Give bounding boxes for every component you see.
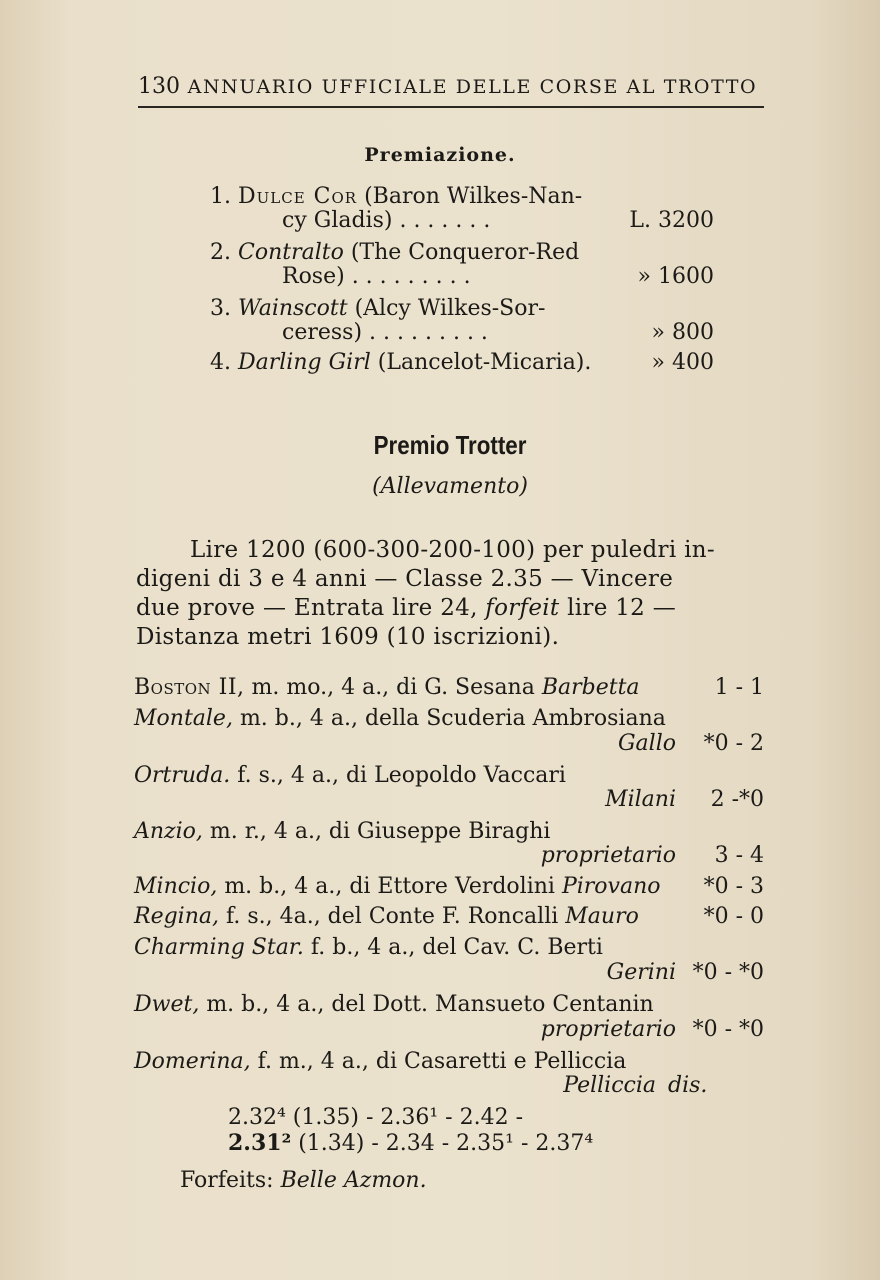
prize-1-line1 (210, 184, 582, 209)
prize-2-line1 (210, 240, 579, 265)
entry-details: f. s., 4 a., di Leopoldo Vaccari (230, 763, 566, 788)
entry-result: 1 - 1 (714, 675, 764, 700)
entry-row (134, 904, 639, 929)
entry-driver: proprietario (540, 1017, 676, 1042)
entry-horse: Mincio, (134, 874, 218, 899)
entry-horse: Boston II, (134, 675, 245, 700)
entry-result: *0 - 2 (703, 731, 764, 756)
entry-row (134, 874, 661, 899)
entry-driver: Mauro (565, 904, 639, 929)
header-rule (138, 106, 764, 108)
entry-result: *0 - *0 (692, 1017, 764, 1042)
entry-result: 2 -*0 (710, 787, 764, 812)
prize-horse-name: Darling Girl (238, 350, 371, 375)
entry-horse: Charming Star. (134, 935, 304, 960)
race-description-line-1: Lire 1200 (600-300-200-100) per puledri in- (190, 537, 715, 563)
entry-row (134, 935, 603, 960)
prize-pedigree: (Alcy Wilkes-Sor- (354, 296, 546, 321)
prize-pedigree: (Lancelot-Micaria). (377, 350, 592, 375)
winning-time: 2.31² (228, 1130, 292, 1156)
entry-details: m. b., 4 a., della Scuderia Ambrosiana (232, 706, 666, 731)
entry-result: *0 - 0 (703, 904, 764, 929)
entry-result: *0 - *0 (692, 960, 764, 985)
forfeits-names: Belle Azmon. (280, 1168, 427, 1193)
description-tail: lire 12 — (559, 595, 677, 621)
prize-horse-name: Wainscott (238, 296, 348, 321)
times-line-1: 2.32⁴ (1.35) - 2.36¹ - 2.42 - (228, 1105, 524, 1130)
prize-number: 4. (210, 350, 231, 375)
entry-details: f. b., 4 a., del Cav. C. Berti (303, 935, 603, 960)
prize-2-amount: » 1600 (637, 264, 714, 289)
race-description-line-4: Distanza metri 1609 (10 iscrizioni). (136, 624, 560, 650)
prize-1-amount: L. 3200 (629, 208, 714, 233)
running-title: ANNUARIO UFFICIALE DELLE CORSE AL TROTTO (187, 76, 758, 98)
race-title: Premio Trotter (373, 430, 527, 460)
entry-result: dis. (668, 1073, 708, 1098)
entry-row (134, 992, 654, 1017)
prize-3-amount: » 800 (651, 320, 714, 345)
entry-driver: Barbetta (541, 675, 640, 700)
prize-4-line1 (210, 350, 591, 375)
times-line-2 (228, 1130, 593, 1156)
prize-horse-name: Contralto (238, 240, 344, 265)
race-description-line-2: digeni di 3 e 4 anni — Classe 2.35 — Vincere (136, 566, 674, 592)
prize-number: 3. (210, 296, 231, 321)
entry-details: m. r., 4 a., di Giuseppe Biraghi (202, 819, 551, 844)
description-text: due prove — Entrata lire 24, (136, 595, 486, 621)
prize-horse-name: Dulce Cor (238, 184, 358, 209)
page-number: 130 (138, 74, 180, 99)
entry-result: 3 - 4 (714, 843, 764, 868)
race-subtitle: (Allevamento) (372, 474, 528, 499)
entry-horse: Regina, (134, 904, 219, 929)
entry-details: m. b., 4 a., di Ettore Verdolini (217, 874, 562, 899)
entry-horse: Anzio, (134, 819, 203, 844)
entry-details: m. mo., 4 a., di G. Sesana (244, 675, 542, 700)
entry-details: f. m., 4 a., di Casaretti e Pelliccia (250, 1049, 627, 1074)
prize-number: 1. (210, 184, 231, 209)
prize-2-line2: Rose) . . . . . . . . . (282, 264, 471, 289)
entry-horse: Ortruda. (134, 763, 231, 788)
prize-4-amount: » 400 (651, 350, 714, 375)
entry-horse: Domerina, (134, 1049, 251, 1074)
forfeit-word: forfeit (485, 595, 560, 621)
prize-pedigree: (Baron Wilkes-Nan- (364, 184, 583, 209)
times-rest: (1.34) - 2.34 - 2.35¹ - 2.37⁴ (291, 1131, 594, 1156)
entry-row (134, 819, 550, 844)
entry-driver: Pelliccia (563, 1073, 656, 1098)
entry-row (134, 706, 666, 731)
entry-details: f. s., 4a., del Conte F. Roncalli (218, 904, 566, 929)
entry-row (134, 763, 566, 788)
forfeits-label: Forfeits: (180, 1168, 281, 1193)
entry-result: *0 - 3 (703, 874, 764, 899)
entry-driver: Gallo (617, 731, 676, 756)
entry-row (134, 675, 640, 700)
entry-row (134, 1049, 626, 1074)
running-header (138, 74, 757, 99)
prize-number: 2. (210, 240, 231, 265)
entry-driver: proprietario (540, 843, 676, 868)
entry-horse: Montale, (134, 706, 233, 731)
entry-details: m. b., 4 a., del Dott. Mansueto Centanin (199, 992, 654, 1017)
forfeits-line (180, 1168, 427, 1193)
prize-pedigree: (The Conqueror-Red (350, 240, 580, 265)
entry-horse: Dwet, (134, 992, 200, 1017)
race-description-line-3 (136, 595, 676, 621)
entry-driver: Milani (605, 787, 676, 812)
prize-1-line2: cy Gladis) . . . . . . . (282, 208, 491, 233)
prize-3-line2: ceress) . . . . . . . . . (282, 320, 488, 345)
premiazione-title: Premiazione. (364, 144, 516, 166)
entry-driver: Pirovano (561, 874, 661, 899)
entry-driver: Gerini (606, 960, 676, 985)
prize-3-line1 (210, 296, 545, 321)
